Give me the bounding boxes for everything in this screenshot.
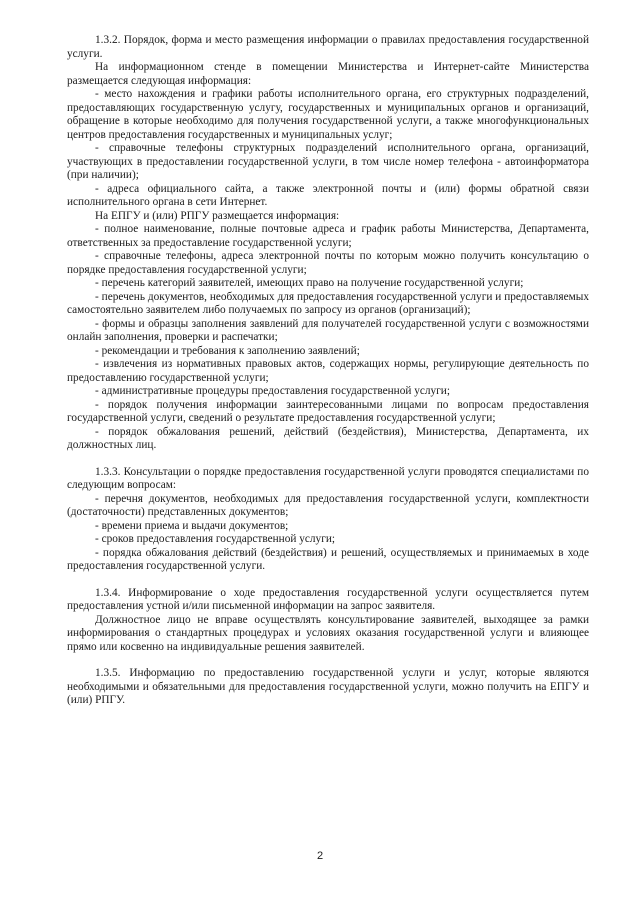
list-item: - рекомендации и требования к заполнению заявлений; (95, 344, 360, 357)
page-number: 2 (316, 850, 324, 862)
paragraph: Должностное лицо не вправе осуществлять консультирование заявителей, выходящее за рамки информирования о стандартных процедурах и условиях оказания государственной услуги и влияющее прямо или косвенно на индивидуальные решения заявителей. (67, 613, 589, 653)
list-item: - порядка обжалования действий (бездействия) и решений, осуществляемых и принимаемых в ходе предоставления государственной услуги. (67, 546, 589, 572)
list-item: - сроков предоставления государственной услуги; (95, 533, 336, 545)
list-item: - справочные телефоны структурных подразделений исполнительного органа, организаций, участвующих в предоставлении государственной услуги, в том числе номер телефона - автоинформатора (при наличии); (67, 142, 589, 181)
list-item: - перечень категорий заявителей, имеющих право на получение государственной услуги; (95, 277, 524, 289)
document-body (67, 34, 589, 708)
list-item: - порядок получения информации заинтересованными лицами по вопросам предоставления государственной услуги, сведений о результате предоставления государственной услуги; (67, 398, 589, 424)
list-item: - адреса официального сайта, а также электронной почты и (или) формы обратной связи исполнительного органа в сети Интернет. (67, 182, 589, 208)
spacer (67, 453, 589, 466)
list-item: - полное наименование, полные почтовые адреса и график работы Министерства, Департамента, ответственных за предоставление государственной услуги; (67, 223, 589, 249)
paragraph: На ЕПГУ и (или) РПГУ размещается информация: (95, 209, 340, 222)
spacer (67, 574, 589, 587)
list-item: - формы и образцы заполнения заявлений для получателей государственной услуги с возможностями онлайн заполнения, проверки и распечатки; (67, 317, 589, 343)
list-item: - административные процедуры предоставления государственной услуги; (95, 385, 450, 397)
list-item: - порядок обжалования решений, действий (бездействия), Министерства, Департамента, их должностных лиц. (67, 425, 589, 451)
list-item: - справочные телефоны, адреса электронной почты по которым можно получить консультацию о порядке предоставления государственной услуги; (67, 250, 589, 276)
spacer (67, 654, 589, 667)
list-item: - извлечения из нормативных правовых актов, содержащих нормы, регулирующие деятельность по предоставлению государственной услуги; (67, 358, 589, 384)
list-item: - место нахождения и графики работы исполнительного органа, его структурных подразделений, предоставляющих государственную услугу, государственных и муниципальных органов и организаций, обращение в которые необходимо для получения государственной услуги, а также многофункциональных центров предоставления государственных и муниципальных услуг; (67, 88, 589, 141)
section-1-3-3-heading: 1.3.3. Консультации о порядке предоставления государственной услуги проводятся специалистами по следующим вопросам: (67, 465, 589, 491)
list-item: - перечень документов, необходимых для предоставления государственной услуги и предоставляемых самостоятельно заявителем либо получаемых по запросу из органов (организаций); (67, 290, 589, 316)
list-item: - перечня документов, необходимых для предоставления государственной услуги, комплектности (достаточности) представленных документов; (67, 492, 589, 518)
paragraph: На информационном стенде в помещении Министерства и Интернет-сайте Министерства размещается следующая информация: (67, 61, 589, 87)
list-item: - времени приема и выдачи документов; (95, 519, 289, 532)
section-1-3-4-heading: 1.3.4. Информирование о ходе предоставления государственной услуги осуществляется путем предоставления устной и/или письменной информации на запрос заявителя. (67, 586, 589, 612)
section-1-3-2-heading: 1.3.2. Порядок, форма и место размещения информации о правилах предоставления государственной услуги. (67, 34, 589, 60)
section-1-3-5-heading: 1.3.5. Информацию по предоставлению государственной услуги и услуг, которые являются необходимыми и обязательными для предоставления государственной услуги, можно получить на ЕПГУ и (или) РПГУ. (67, 667, 589, 706)
